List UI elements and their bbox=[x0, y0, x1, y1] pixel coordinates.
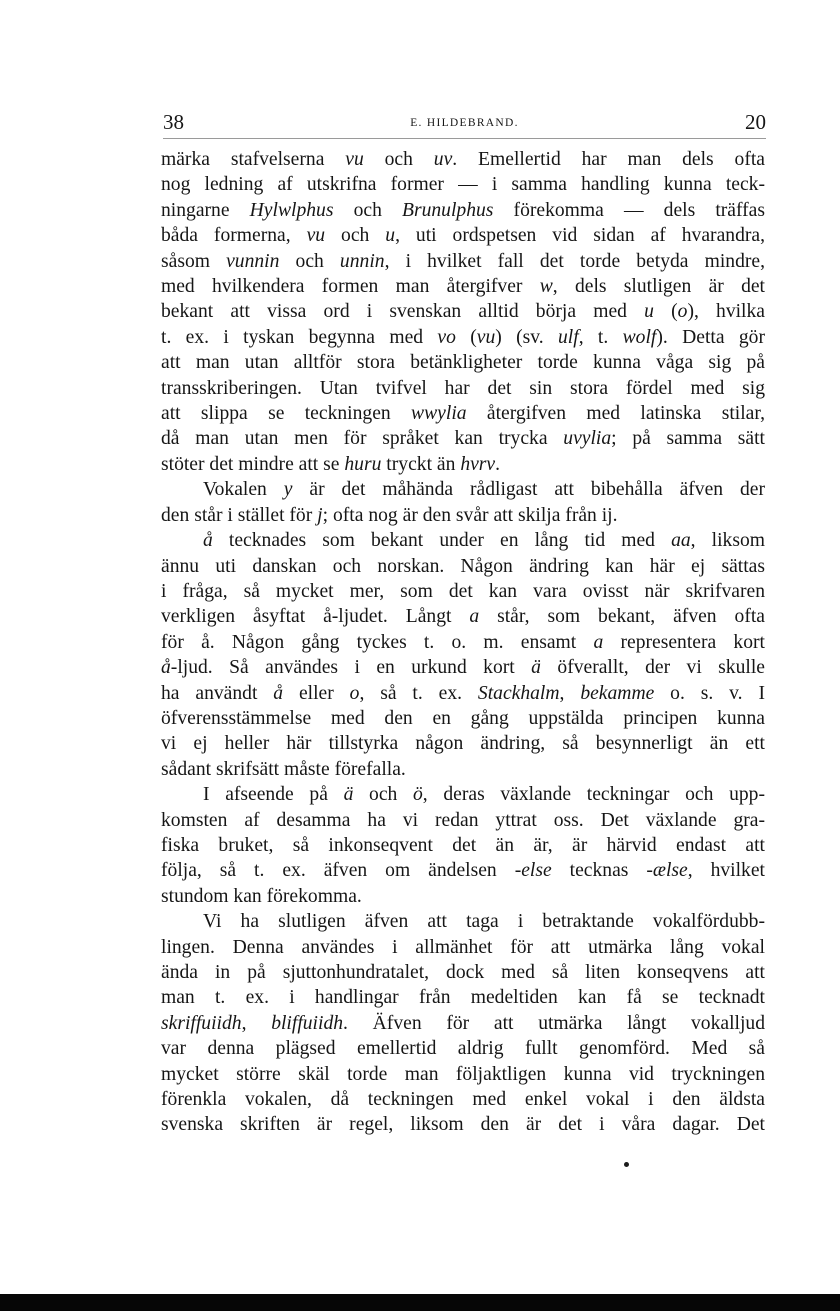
scan-bottom-edge bbox=[0, 1294, 840, 1311]
text-line: ha användt å eller o, så t. ex. Stackhalm, bekamme o. s. v. I bbox=[161, 682, 765, 704]
text-line: nog ledning af utskrifna former — i samma handling kunna teck- bbox=[161, 174, 765, 196]
page-header bbox=[163, 108, 766, 139]
text-line: följa, så t. ex. äfven om ändelsen -else tecknas -ælse, hvilket bbox=[161, 860, 765, 882]
text-line: Vokalen y är det måhända rådligast att bibehålla äfven der bbox=[203, 479, 766, 501]
text-line: Vi ha slutligen äfven att taga i betraktande vokalfördubb- bbox=[203, 911, 765, 933]
text-line: t. ex. i tyskan begynna med vo (vu) (sv. ulf, t. wolf). Detta gör bbox=[161, 326, 765, 348]
running-title: E. HILDEBRAND. bbox=[410, 117, 519, 129]
text-line: att slippa se teckningen wwylia återgifven med latinska stilar, bbox=[161, 403, 765, 425]
text-line: med hvilkendera formen man återgifver w, dels slutligen är det bbox=[161, 276, 766, 298]
text-line: I afseende på ä och ö, deras växlande teckningar och upp- bbox=[203, 784, 765, 806]
text-line: transskriberingen. Utan tvifvel har det sin stora fördel med sig bbox=[161, 377, 765, 399]
body-text bbox=[161, 147, 765, 1138]
text-line: var denna plägsed emellertid aldrig fullt genomförd. Med så bbox=[161, 1038, 765, 1060]
signature-mark: 20 bbox=[745, 110, 766, 134]
text-line: lingen. Denna användes i allmänhet för att utmärka lång vokal bbox=[161, 936, 765, 958]
text-line: fiska bruket, så inkonseqvent det än är, är härvid endast att bbox=[161, 834, 765, 856]
text-line: å tecknades som bekant under en lång tid med aa, liksom bbox=[203, 530, 765, 552]
text-line: å-ljud. Så användes i en urkund kort ä öfverallt, der vi skulle bbox=[161, 657, 765, 679]
text-line: ningarne Hylwlphus och Brunulphus förekomma — dels träffas bbox=[161, 199, 765, 221]
text-line: förenkla vokalen, då teckningen med enkel vokal i den äldsta bbox=[161, 1089, 765, 1111]
text-line: vi ej heller här tillstyrka någon ändring, så besynnerligt än ett bbox=[161, 733, 765, 755]
text-line: verkligen åsyftat å-ljudet. Långt a står, som bekant, äfven ofta bbox=[161, 606, 765, 628]
text-line: att man utan alltför stora betänkligheter torde kunna våga sig på bbox=[161, 352, 765, 374]
text-line: öfverensstämmelse med den en gång uppstälda principen kunna bbox=[161, 707, 765, 729]
text-line: såsom vunnin och unnin, i hvilket fall det torde betyda mindre, bbox=[161, 250, 765, 272]
text-line: den står i stället för j; ofta nog är den svår att skilja från ij. bbox=[161, 504, 618, 526]
text-line: då man utan men för språket kan trycka uvylia; på samma sätt bbox=[161, 428, 765, 450]
text-line: stöter det mindre att se huru tryckt än hvrv. bbox=[161, 453, 501, 475]
text-line: stundom kan förekomma. bbox=[161, 885, 362, 907]
text-line: för å. Någon gång tyckes t. o. m. ensamt a representera kort bbox=[161, 631, 765, 653]
text-line: ännu uti danskan och norskan. Någon ändring kan här ej sättas bbox=[161, 555, 765, 577]
text-line: ända in på sjuttonhundratalet, dock med så liten konseqvens att bbox=[161, 962, 765, 983]
text-line: man t. ex. i handlingar från medeltiden kan få se tecknadt bbox=[161, 987, 765, 1009]
text-line: bekant att vissa ord i svenskan alltid börja med u (o), hvilka bbox=[161, 301, 765, 323]
text-line: båda formerna, vu och u, uti ordspetsen vid sidan af hvarandra, bbox=[161, 225, 765, 247]
text-line: svenska skriften är regel, liksom den är det i våra dagar. Det bbox=[161, 1114, 765, 1136]
text-line: sådant skrifsätt måste förefalla. bbox=[161, 758, 406, 780]
text-line: i fråga, så mycket mer, som det kan vara ovisst när skrifvaren bbox=[161, 580, 765, 602]
ink-spot bbox=[624, 1162, 629, 1167]
text-line: skriffuiidh, bliffuiidh. Äfven för att utmärka långt vokalljud bbox=[161, 1012, 766, 1034]
text-line: komsten af desamma ha vi redan yttrat oss. Det växlande gra- bbox=[161, 809, 765, 831]
page-number: 38 bbox=[163, 110, 184, 134]
text-line: mycket större skäl torde man följaktligen kunna vid tryckningen bbox=[161, 1063, 765, 1085]
text-line: märka stafvelserna vu och uv. Emellertid har man dels ofta bbox=[161, 149, 765, 170]
